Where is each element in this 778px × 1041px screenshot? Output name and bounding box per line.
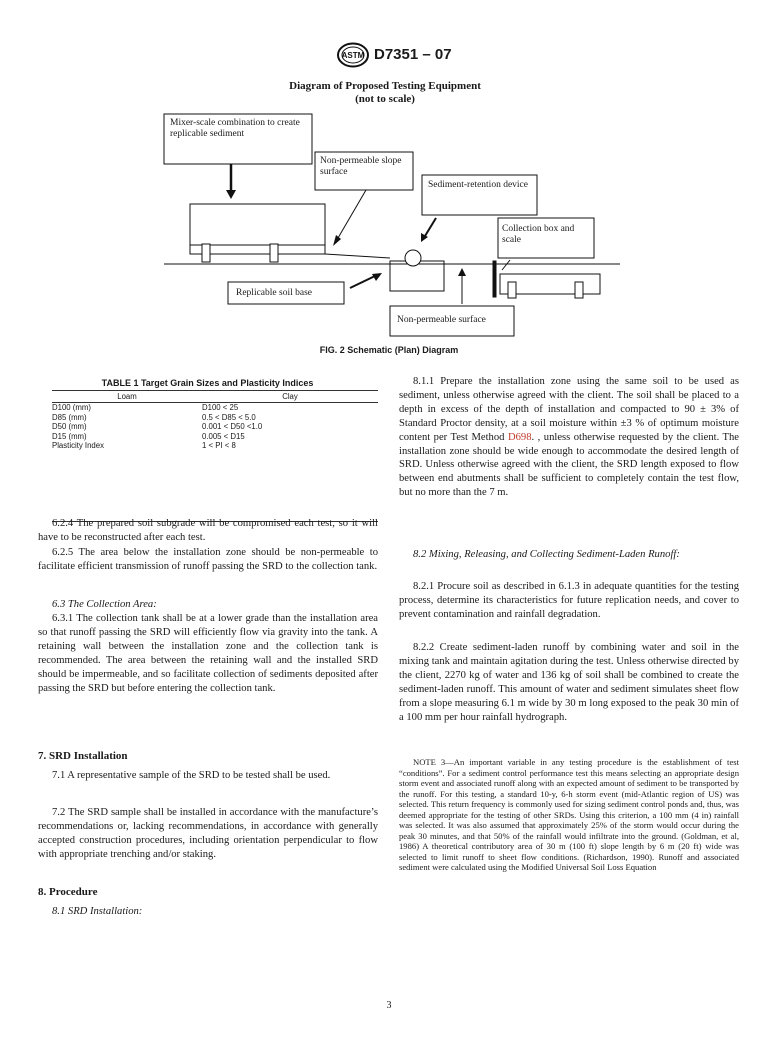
- d698-link[interactable]: D698: [507, 431, 532, 443]
- label-mixer: Mixer-scale combination to create replicable sediment: [170, 118, 300, 139]
- table-cell: D15 (mm): [52, 431, 87, 441]
- table-row: [52, 413, 378, 423]
- table-row: [52, 403, 378, 413]
- astm-logo-icon: [336, 42, 370, 68]
- document-id: D7351 – 07: [374, 46, 452, 63]
- para-7-1: 7.1 A representative sample of the SRD to be tested shall be used.: [52, 770, 331, 781]
- para-6-3: 6.3 The Collection Area:: [52, 599, 157, 610]
- page-header: [0, 42, 778, 70]
- table-row: [52, 422, 378, 432]
- para-6-3-1: 6.3.1 The collection tank shall be at a lower grade than the installation area so that runoff passing the SRD will efficiently flow via gravity into the tank. A retaining wall between the installation zone and the collection tank is recommended. The area between the retaining wall and the installed SRD should be impermeable, and so facilitate collection of sediments deposited after passing the SRD but before entering the collection tank.: [38, 613, 378, 694]
- table-header-clay: Clay: [202, 391, 378, 403]
- table-row: [52, 441, 378, 521]
- para-8-2-1: 8.2.1 Procure soil as described in 6.1.3 in adequate quantities for the testing process, determine its characteristics for future replication needs, and cover to prevent contamination and rainfall degradation.: [399, 581, 739, 620]
- svg-text:ASTM: ASTM: [341, 51, 365, 60]
- figure-subtitle: (not to scale): [355, 93, 415, 105]
- table-cell: 0.005 < D15: [202, 431, 245, 441]
- para-8-1: 8.1 SRD Installation:: [52, 906, 143, 917]
- table-header-loam: Loam: [52, 391, 202, 403]
- note-3: NOTE 3—An important variable in any testing procedure is the establishment of test “conditions”. For a sediment control performance test this means selecting an appropriate design storm event and associated runoff along with an expected amount of sediment to be transported by the runoff. For this testing, a standard 10-y, 6-h storm event (mid-Atlantic region of US) was selected. This return frequency is commonly used for sizing sediment control ponds and, thus, was deemed appropriate for the testing of other SRDs. Using this criterion, a 100 mm (4 in) rainfall was selected. It was also assumed that approximately 25% of the storm would occur during the peak 30 minutes, and that 50% of the rainfall would infiltrate into the ground. (Goldman, et al, 1986) A theoretical contributory area of 30 m (100 ft) slope length by 6 m (20 ft) wide was selected to limit runoff to sheet flow conditions. (Richardson, 1990). Runoff and associated sediment were calculated using the Modified Universal Soil Loss Equation: [399, 757, 739, 872]
- label-collection-box: Collection box and scale: [502, 224, 575, 245]
- para-8-1-1-text: 8.1.1 Prepare the installation zone using the same soil to be used as sediment, unless otherwise agreed with the client. The soil shall be placed to a depth in excess of the depth of installation and compacted to 90 ± 3% of Standard Proctor density, at a soil moisture within ±3 % of optimum moisture content per Test Method: [399, 376, 739, 443]
- para-8-1-1: [399, 375, 739, 500]
- table-cell: D100 (mm): [52, 403, 91, 412]
- table-cell: 0.5 < D85 < 5.0: [202, 412, 256, 422]
- figure-title: Diagram of Proposed Testing Equipment: [289, 80, 481, 92]
- table-cell: D50 (mm): [52, 422, 87, 431]
- table-cell: 1 < PI < 8: [202, 441, 378, 521]
- para-6-2-4: 6.2.4 The prepared soil subgrade will be compromised each test, so it will have to be reconstructed after each test.: [38, 518, 378, 543]
- label-soil-base: Replicable soil base: [236, 288, 312, 298]
- table-cell: 0.001 < D50 <1.0: [202, 422, 263, 431]
- section-8-heading: 8. Procedure: [38, 886, 98, 898]
- para-8-2: 8.2 Mixing, Releasing, and Collecting Sediment-Laden Runoff:: [413, 549, 680, 560]
- label-slope-surface: Non-permeable slope surface: [320, 156, 402, 177]
- schematic-figure: [150, 78, 620, 348]
- page-number: 3: [386, 1000, 392, 1011]
- para-7-2: 7.2 The SRD sample shall be installed in accordance with the manufacture’s recommendations or, lacking recommendations, in accordance with generally accepted construction procedures, including orientation perpendicular to flow with appropriate trenching and/or staking.: [38, 807, 378, 860]
- figure-caption: FIG. 2 Schematic (Plan) Diagram: [319, 345, 459, 355]
- table-title: TABLE 1 Target Grain Sizes and Plasticity Indices: [101, 378, 314, 388]
- table-cell: D100 < 25: [202, 403, 239, 412]
- table-row: [52, 432, 378, 442]
- label-non-permeable-surface: Non-permeable surface: [397, 315, 486, 325]
- table-cell: Plasticity Index: [52, 441, 202, 521]
- table-cell: D85 (mm): [52, 412, 87, 422]
- para-8-2-2: 8.2.2 Create sediment-laden runoff by combining water and soil in the mixing tank and maintain agitation during the test. Unless otherwise directed by the client, 2270 kg of water and 136 kg of soil shall be combined to create the sediment-laden runoff. This amount of water and sediment simulates sheet flow from a slope measuring 6.1 m wide by 30 m long exposed to the peak 30 min of a 100 mm per hour rainfall hydrograph.: [399, 642, 739, 723]
- grain-size-table: [52, 390, 378, 522]
- para-6-2-5: 6.2.5 The area below the installation zone should be non-permeable to facilitate efficient transmission of runoff passing the SRD to the collection tank.: [38, 547, 378, 572]
- para-8-1-1-text-cont: . , unless otherwise requested by the client. The installation zone should be wide enough to accommodate the desired length of SRD. Unless otherwise agreed with the client, the SRD length exposed to flow between end abutments shall be sufficient to completely contain the test flow, but no more than the 7 m.: [399, 431, 739, 499]
- section-7-heading: 7. SRD Installation: [38, 750, 128, 762]
- label-sediment-retention: Sediment-retention device: [428, 180, 528, 190]
